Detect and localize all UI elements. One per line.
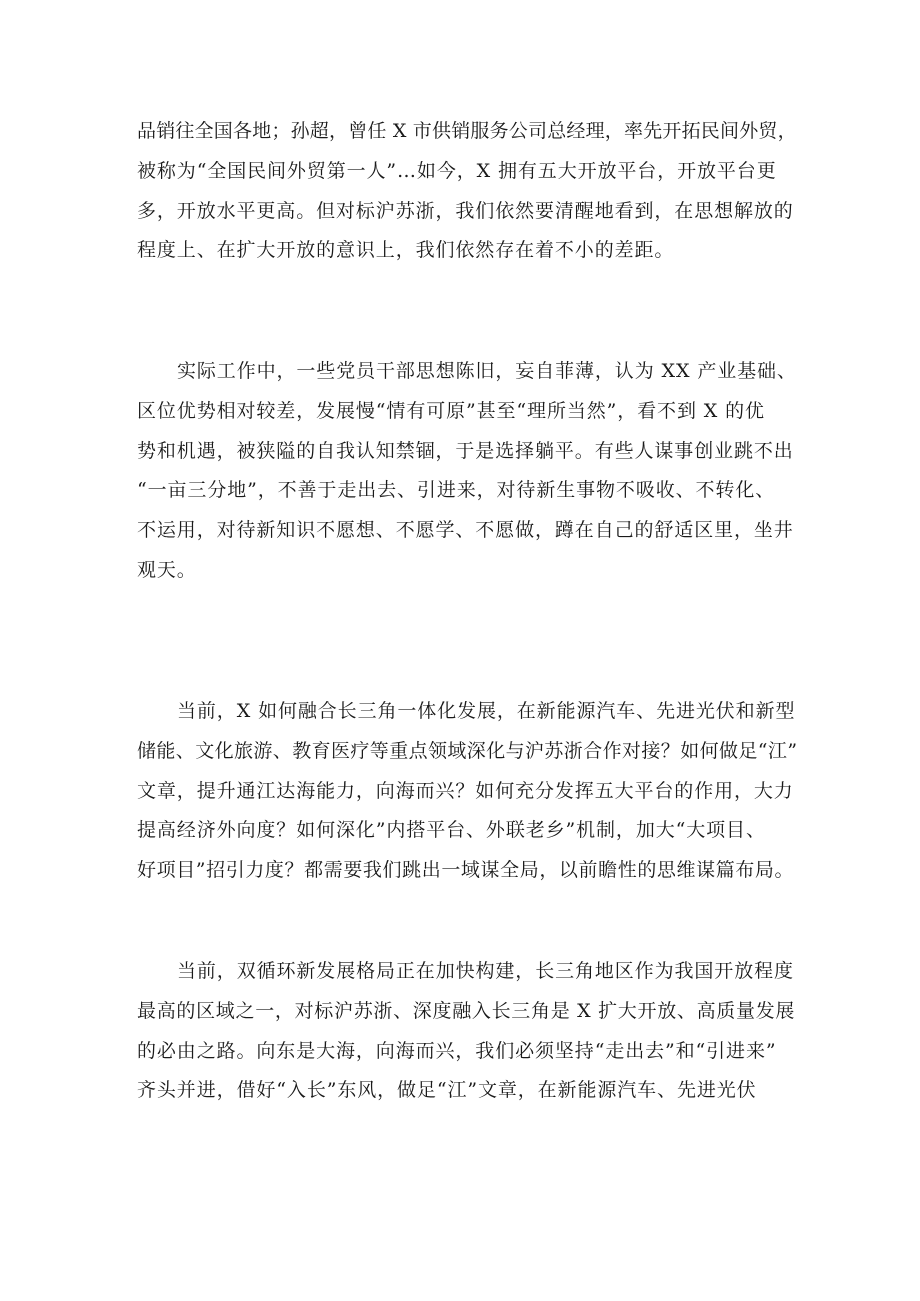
paragraph-line: 区位优势相对较差，发展慢“情有可原”甚至“理所当然”，看不到 X 的优 (137, 399, 765, 422)
paragraph-line: 最高的区域之一，对标沪苏浙、深度融入长三角是 X 扩大开放、高质量发展 (137, 999, 796, 1022)
paragraph-line: “一亩三分地”，不善于走出去、引进来，对待新生事物不吸收、不转化、 (137, 479, 776, 502)
paragraph-line: 品销往全国各地；孙超，曾任 X 市供销服务公司总经理，率先开拓民间外贸， (137, 120, 797, 142)
paragraph-2 (137, 352, 797, 591)
paragraph-line: 多，开放水平更高。但对标沪苏浙，我们依然要清醒地看到，在思想解放的 (137, 199, 794, 222)
paragraph-line: 当前，双循环新发展格局正在加快构建，长三角地区作为我国开放程度 (177, 960, 794, 982)
paragraph-line: 实际工作中，一些党员干部思想陈旧，妄自菲薄，认为 XX 产业基础、 (177, 360, 797, 382)
paragraph-line: 的必由之路。向东是大海，向海而兴，我们必须坚持“走出去”和“引进来” (137, 1039, 777, 1062)
paragraph-line: 储能、文化旅游、教育医疗等重点领域深化与沪苏浙合作对接？如何做足“江” (137, 739, 798, 762)
paragraph-line: 不运用，对待新知识不愿想、不愿学、不愿做，蹲在自己的舒适区里，坐井 (137, 519, 794, 542)
paragraph-4 (137, 952, 797, 1111)
paragraph-line: 齐头并进，借好“入长”东风，做足“江”文章，在新能源汽车、先进光伏 (137, 1079, 757, 1102)
paragraph-line: 提高经济外向度？如何深化”内搭平台、外联老乡”机制，加大“大项目、 (137, 819, 766, 842)
paragraph-3 (137, 692, 797, 891)
paragraph-line: 当前，X 如何融合长三角一体化发展，在新能源汽车、先进光伏和新型 (177, 700, 796, 722)
paragraph-1 (137, 112, 797, 271)
paragraph-line: 好项目”招引力度？都需要我们跳出一域谋全局，以前瞻性的思维谋篇布局。 (137, 859, 795, 882)
paragraph-line: 观天。 (137, 558, 197, 581)
paragraph-line: 文章，提升通江达海能力，向海而兴？如何充分发挥五大平台的作用，大力 (137, 779, 794, 802)
paragraph-line: 被称为“全国民间外贸第一人”…如今，X 拥有五大开放平台，开放平台更 (137, 159, 777, 182)
paragraph-line: 势和机遇，被狭隘的自我认知禁锢，于是选择躺平。有些人谋事创业跳不出 (137, 439, 794, 462)
paragraph-line: 程度上、在扩大开放的意识上，我们依然存在着不小的差距。 (137, 239, 675, 262)
